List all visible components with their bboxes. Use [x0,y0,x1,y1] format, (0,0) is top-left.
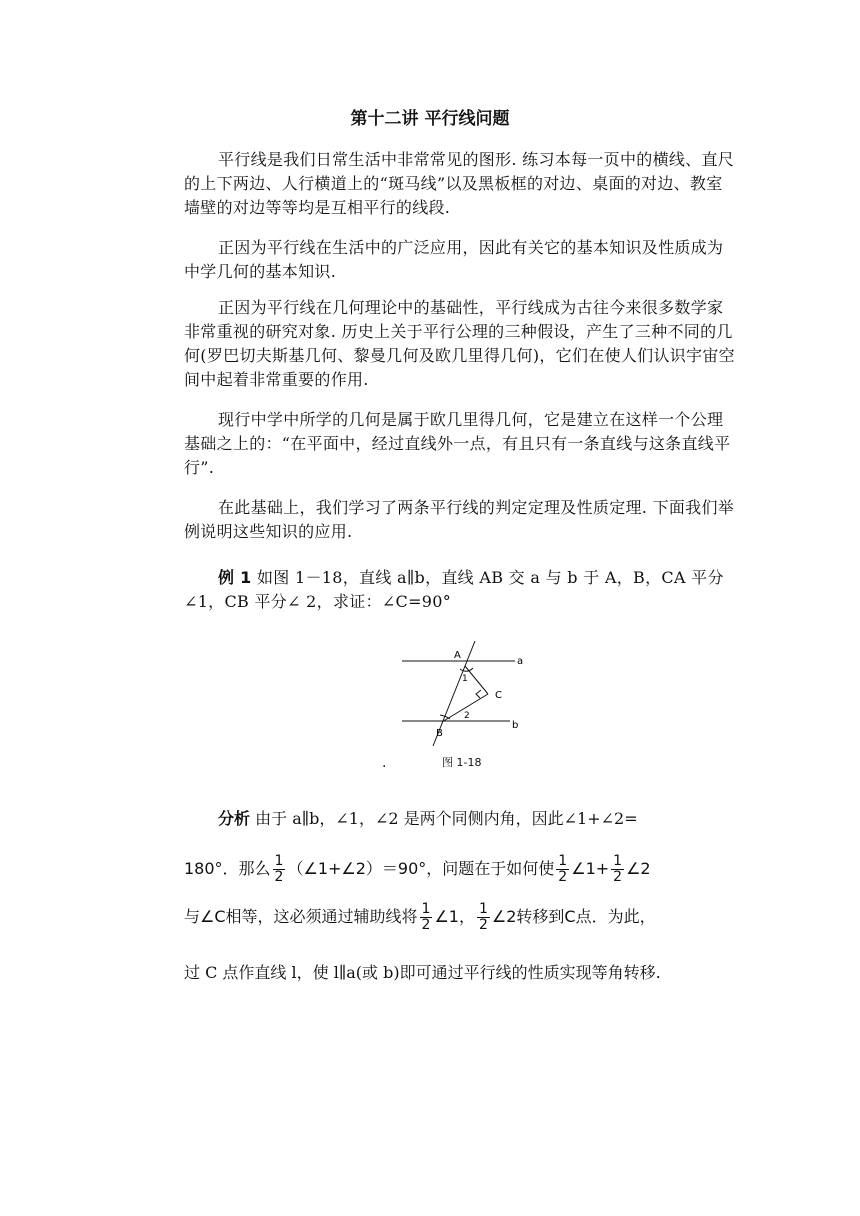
fraction-denominator: 2 [613,869,623,885]
analysis-text-3b: ∠1， [434,907,475,926]
fraction-half [611,854,624,885]
label-A: A [454,650,461,661]
label-a: a [517,656,524,667]
fraction-numerator: 1 [421,901,431,917]
fraction-half [273,854,286,885]
label-angle-2: 2 [464,711,470,721]
right-angle-mark [476,690,481,698]
analysis-line-4: 过 C 点作直线 l，使 l∥a(或 b)即可通过平行线的性质实现等角转移. [184,963,661,982]
example-label: 例 1 [218,568,252,587]
fraction-denominator: 2 [558,869,568,885]
label-angle-1: 1 [462,674,468,684]
fraction-numerator: 1 [558,853,568,869]
fraction-numerator: 1 [613,853,623,869]
analysis-text-2a: 180°．那么 [184,859,271,878]
analysis-text-3a: 与∠C相等，这必须通过辅助线将 [184,907,418,926]
figure-caption: 图 1-18 [442,756,482,769]
analysis-text-2d: ∠2 [626,859,651,878]
fraction-denominator: 2 [478,917,488,933]
example-1 [184,566,736,614]
fraction-half [477,902,490,933]
analysis-text-3c: ∠2转移到C点．为此， [491,907,656,926]
fraction-denominator: 2 [421,917,431,933]
paragraph-1: 平行线是我们日常生活中非常常见的图形. 练习本每一页中的横线、直尺的上下两边、人行横道上的“斑马线”以及黑板框的对边、桌面的对边、教室墙壁的对边等等均是互相平行的线段. [184,150,735,217]
analysis-line-2 [184,854,651,885]
paragraph-5: 在此基础上，我们学习了两条平行线的判定定理及性质定理. 下面我们举例说明这些知识的应用. [184,498,735,541]
paragraph-2: 正因为平行线在生活中的广泛应用，因此有关它的基本知识及性质成为中学几何的基本知识. [184,238,724,281]
page-title: 第十二讲 平行线问题 [350,109,510,129]
fraction-numerator: 1 [274,853,284,869]
fraction-denominator: 2 [274,869,284,885]
paragraph-3: 正因为平行线在几何理论中的基础性，平行线成为古往今来很多数学家非常重视的研究对象. 历史上关于平行公理的三种假设，产生了三种不同的几何(罗巴切夫斯基几何、黎曼几何及欧几里得几何)，它们在使人们认识宇宙空间中起着非常重要的作用. [184,298,735,389]
label-B: B [436,728,443,739]
analysis-text-2b: （∠1+∠2）＝90°，问题在于如何使 [287,859,555,878]
figure-dot: . [382,755,387,771]
analysis-line-3 [184,902,656,933]
paragraph-4: 现行中学中所学的几何是属于欧几里得几何，它是建立在这样一个公理基础之上的：“在平面中，经过直线外一点，有且只有一条直线与这条直线平行”. [184,410,731,477]
fraction-half [420,902,433,933]
label-C: C [495,690,502,701]
analysis-line-1 [218,806,638,829]
fraction-half [556,854,569,885]
segment-ac [465,666,488,694]
label-b: b [512,720,519,731]
fraction-numerator: 1 [478,901,488,917]
analysis-label: 分析 [218,809,251,828]
analysis-text-2c: ∠1+ [571,859,610,878]
example-text: 如图 1－18，直线 a∥b，直线 AB 交 a 与 b 于 A，B，CA 平分∠1，CB 平分∠ 2，求证：∠C=90° [184,568,724,611]
analysis-text-1: 由于 a∥b，∠1，∠2 是两个同侧内角，因此∠1+∠2= [255,809,638,828]
